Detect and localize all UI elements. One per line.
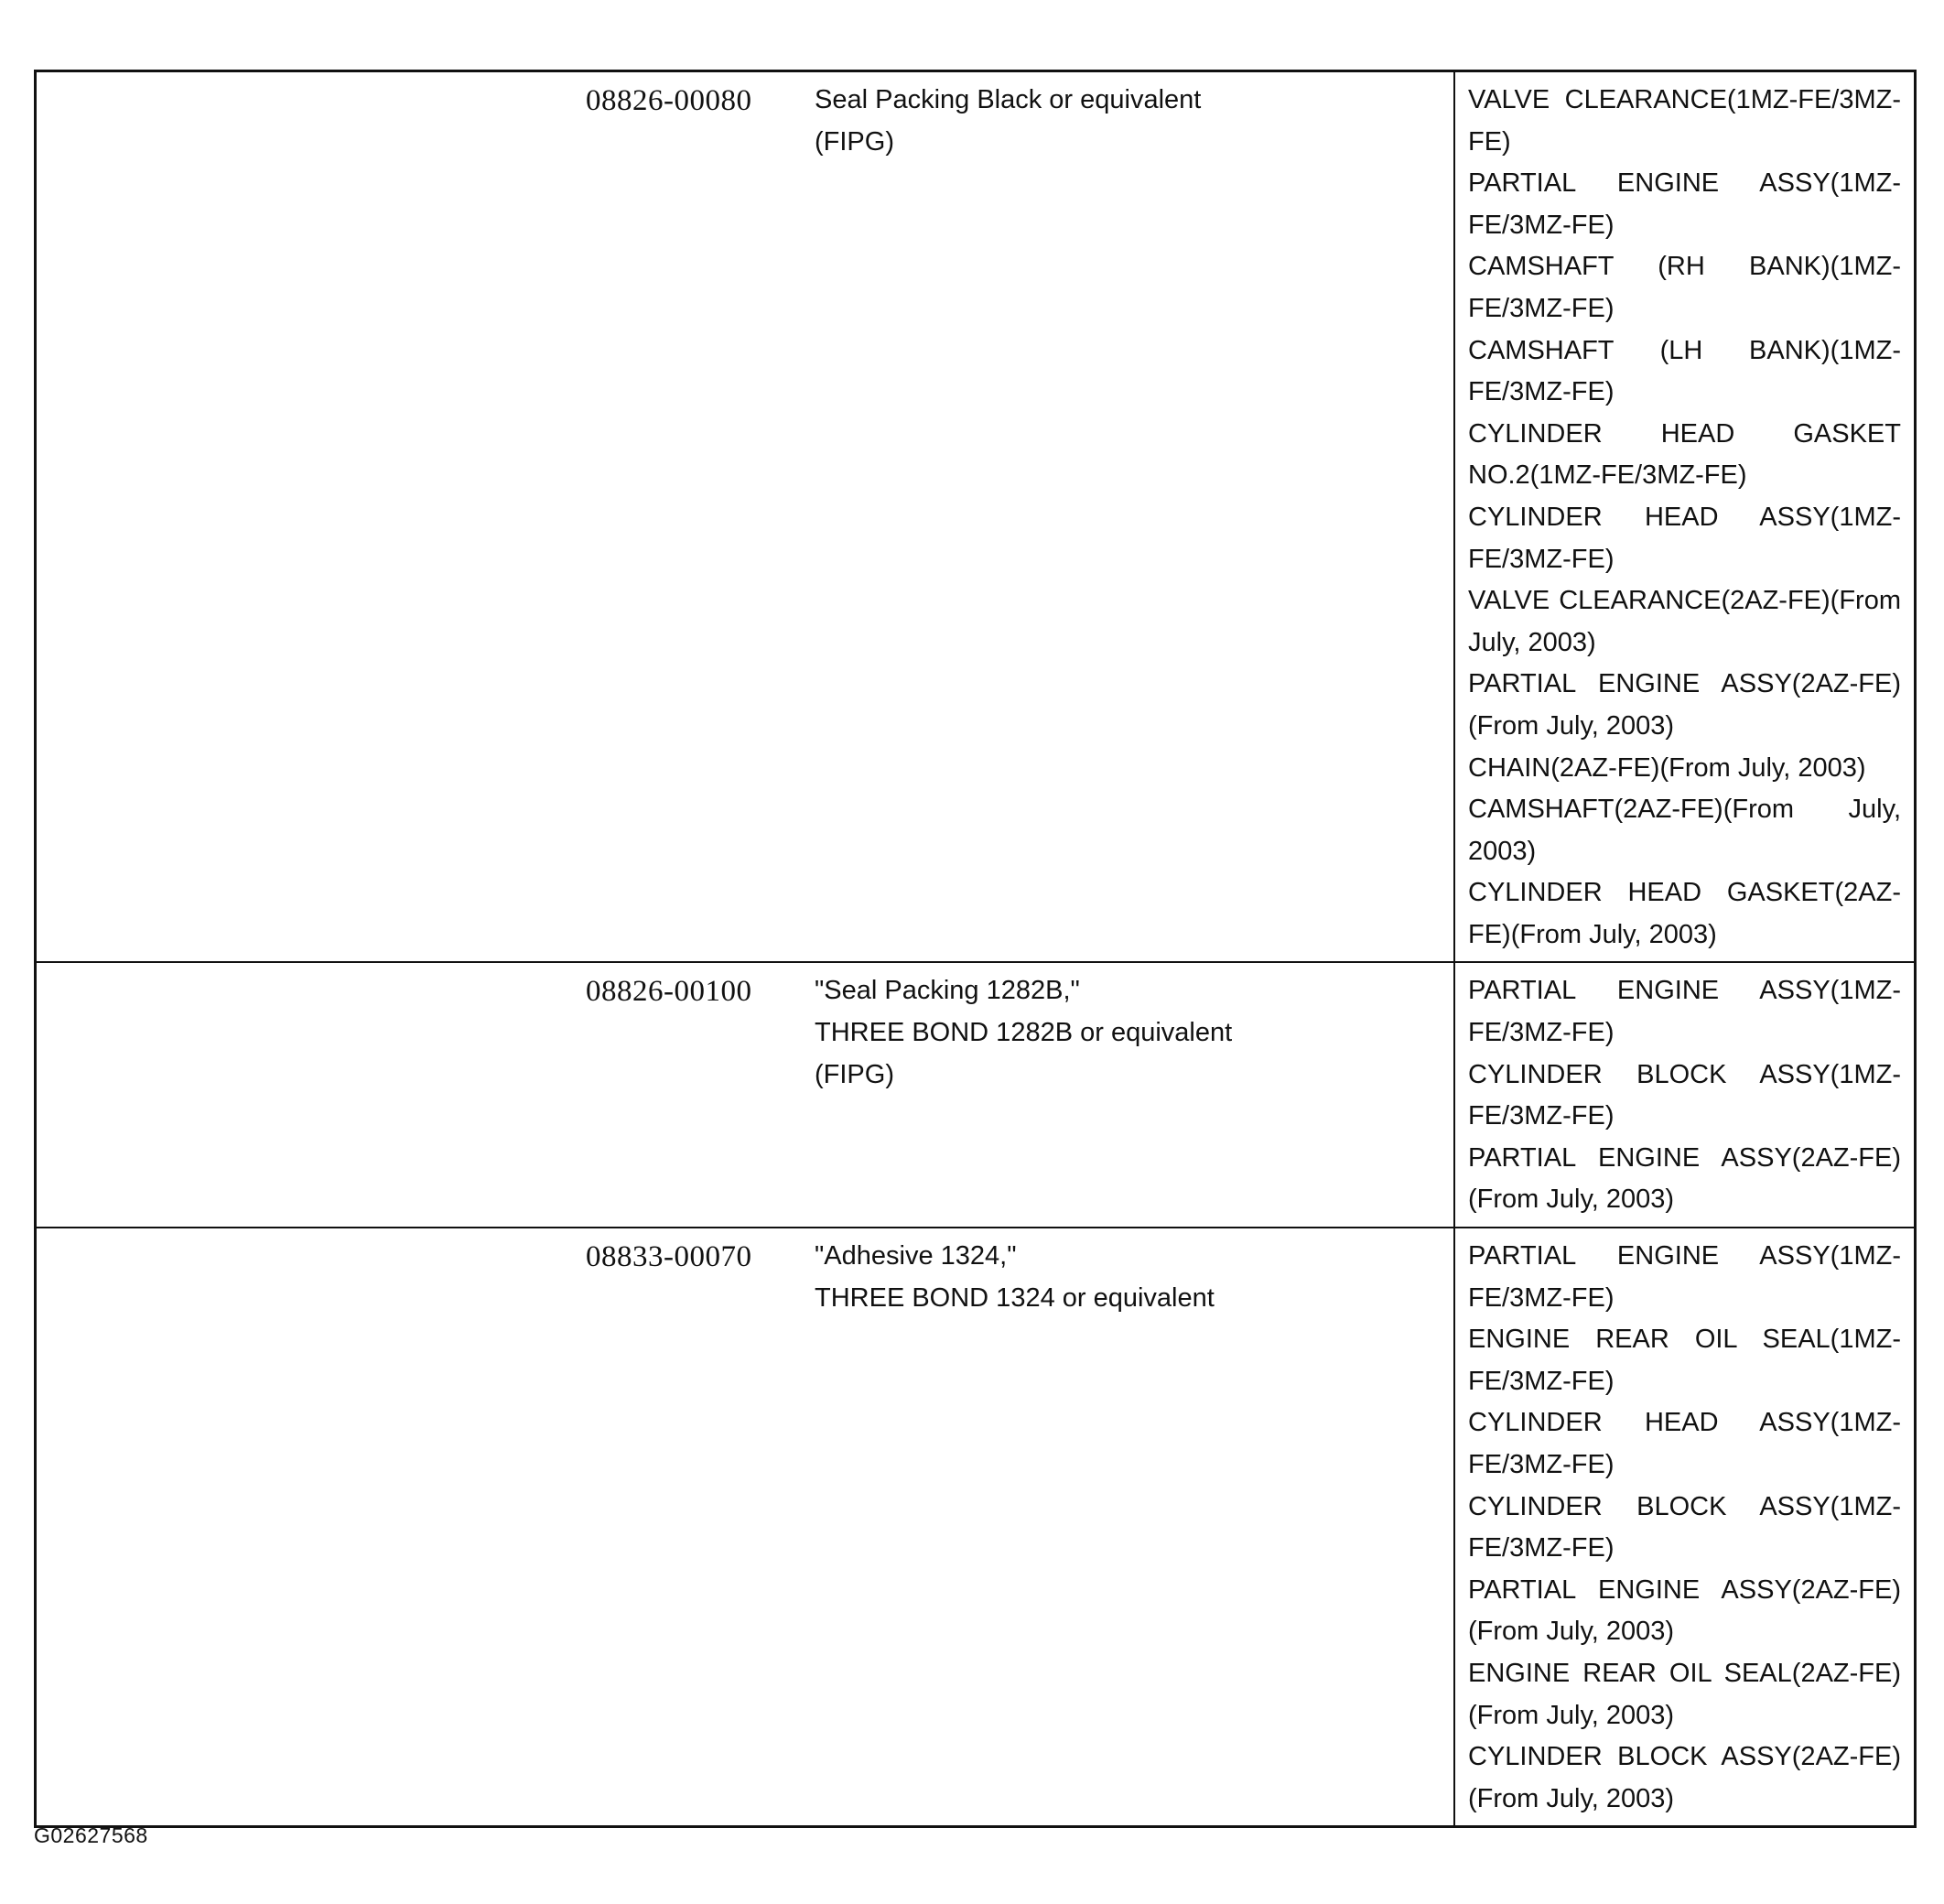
application-item: CYLINDER BLOCK ASSY(2AZ-FE)(From July, 2003) <box>1468 1742 1901 1813</box>
application-item: ENGINE REAR OIL SEAL(1MZ-FE/3MZ-FE) <box>1468 1325 1901 1396</box>
description-line: (FIPG) <box>815 1059 894 1089</box>
part-description <box>815 963 1453 1227</box>
application-item: VALVE CLEARANCE(2AZ-FE)(From July, 2003) <box>1468 586 1901 657</box>
figure-id: G02627568 <box>34 1823 148 1847</box>
description-line: THREE BOND 1282B or equivalent <box>815 1018 1233 1048</box>
table-row <box>37 72 1914 961</box>
application-item: CYLINDER HEAD GASKET NO.2(1MZ-FE/3MZ-FE) <box>1468 418 1901 491</box>
application-item: PARTIAL ENGINE ASSY(2AZ-FE)(From July, 2003) <box>1468 669 1901 741</box>
application-item: CYLINDER BLOCK ASSY(1MZ-FE/3MZ-FE) <box>1468 1491 1901 1563</box>
part-number: 08826-00080 <box>586 84 752 117</box>
part-number: 08826-00100 <box>586 975 752 1009</box>
application-item: VALVE CLEARANCE(1MZ-FE/3MZ-FE) <box>1468 85 1901 157</box>
application-item: CAMSHAFT(2AZ-FE)(From July, 2003) <box>1468 795 1901 866</box>
application-item: PARTIAL ENGINE ASSY(1MZ-FE/3MZ-FE) <box>1468 1241 1901 1313</box>
application-item: PARTIAL ENGINE ASSY(2AZ-FE)(From July, 2003) <box>1468 1574 1901 1647</box>
part-description <box>815 72 1453 961</box>
application-item: CYLINDER HEAD GASKET(2AZ-FE)(From July, 2003) <box>1468 878 1901 949</box>
application-item: CAMSHAFT (RH BANK)(1MZ-FE/3MZ-FE) <box>1468 252 1901 323</box>
part-number: 08833-00070 <box>586 1240 752 1274</box>
application-item: CAMSHAFT (LH BANK)(1MZ-FE/3MZ-FE) <box>1468 335 1901 407</box>
description-line: Seal Packing Black or equivalent <box>815 85 1202 114</box>
application-item: PARTIAL ENGINE ASSY(1MZ-FE/3MZ-FE) <box>1468 168 1901 240</box>
sealant-parts-table <box>34 70 1917 1828</box>
description-line: "Adhesive 1324," <box>815 1241 1017 1271</box>
application-item: CYLINDER HEAD ASSY(1MZ-FE/3MZ-FE) <box>1468 502 1901 574</box>
application-item: CHAIN(2AZ-FE)(From July, 2003) <box>1468 752 1866 783</box>
application-item: ENGINE REAR OIL SEAL(2AZ-FE)(From July, 2003) <box>1468 1658 1901 1730</box>
description-line: "Seal Packing 1282B," <box>815 976 1080 1006</box>
description-line: THREE BOND 1324 or equivalent <box>815 1282 1215 1313</box>
application-item: CYLINDER HEAD ASSY(1MZ-FE/3MZ-FE) <box>1468 1408 1901 1479</box>
table-row <box>37 961 1914 1227</box>
part-description <box>815 1228 1453 1825</box>
application-item: PARTIAL ENGINE ASSY(2AZ-FE)(From July, 2003) <box>1468 1142 1901 1215</box>
illustration-cell <box>37 963 586 1227</box>
application-list <box>1453 72 1914 961</box>
application-list <box>1453 1228 1914 1825</box>
description-line: (FIPG) <box>815 126 894 157</box>
illustration-cell <box>37 72 586 961</box>
application-item: CYLINDER BLOCK ASSY(1MZ-FE/3MZ-FE) <box>1468 1059 1901 1131</box>
application-list <box>1453 963 1914 1227</box>
illustration-cell <box>37 1228 586 1825</box>
application-item: PARTIAL ENGINE ASSY(1MZ-FE/3MZ-FE) <box>1468 976 1901 1048</box>
table-row <box>37 1227 1914 1825</box>
